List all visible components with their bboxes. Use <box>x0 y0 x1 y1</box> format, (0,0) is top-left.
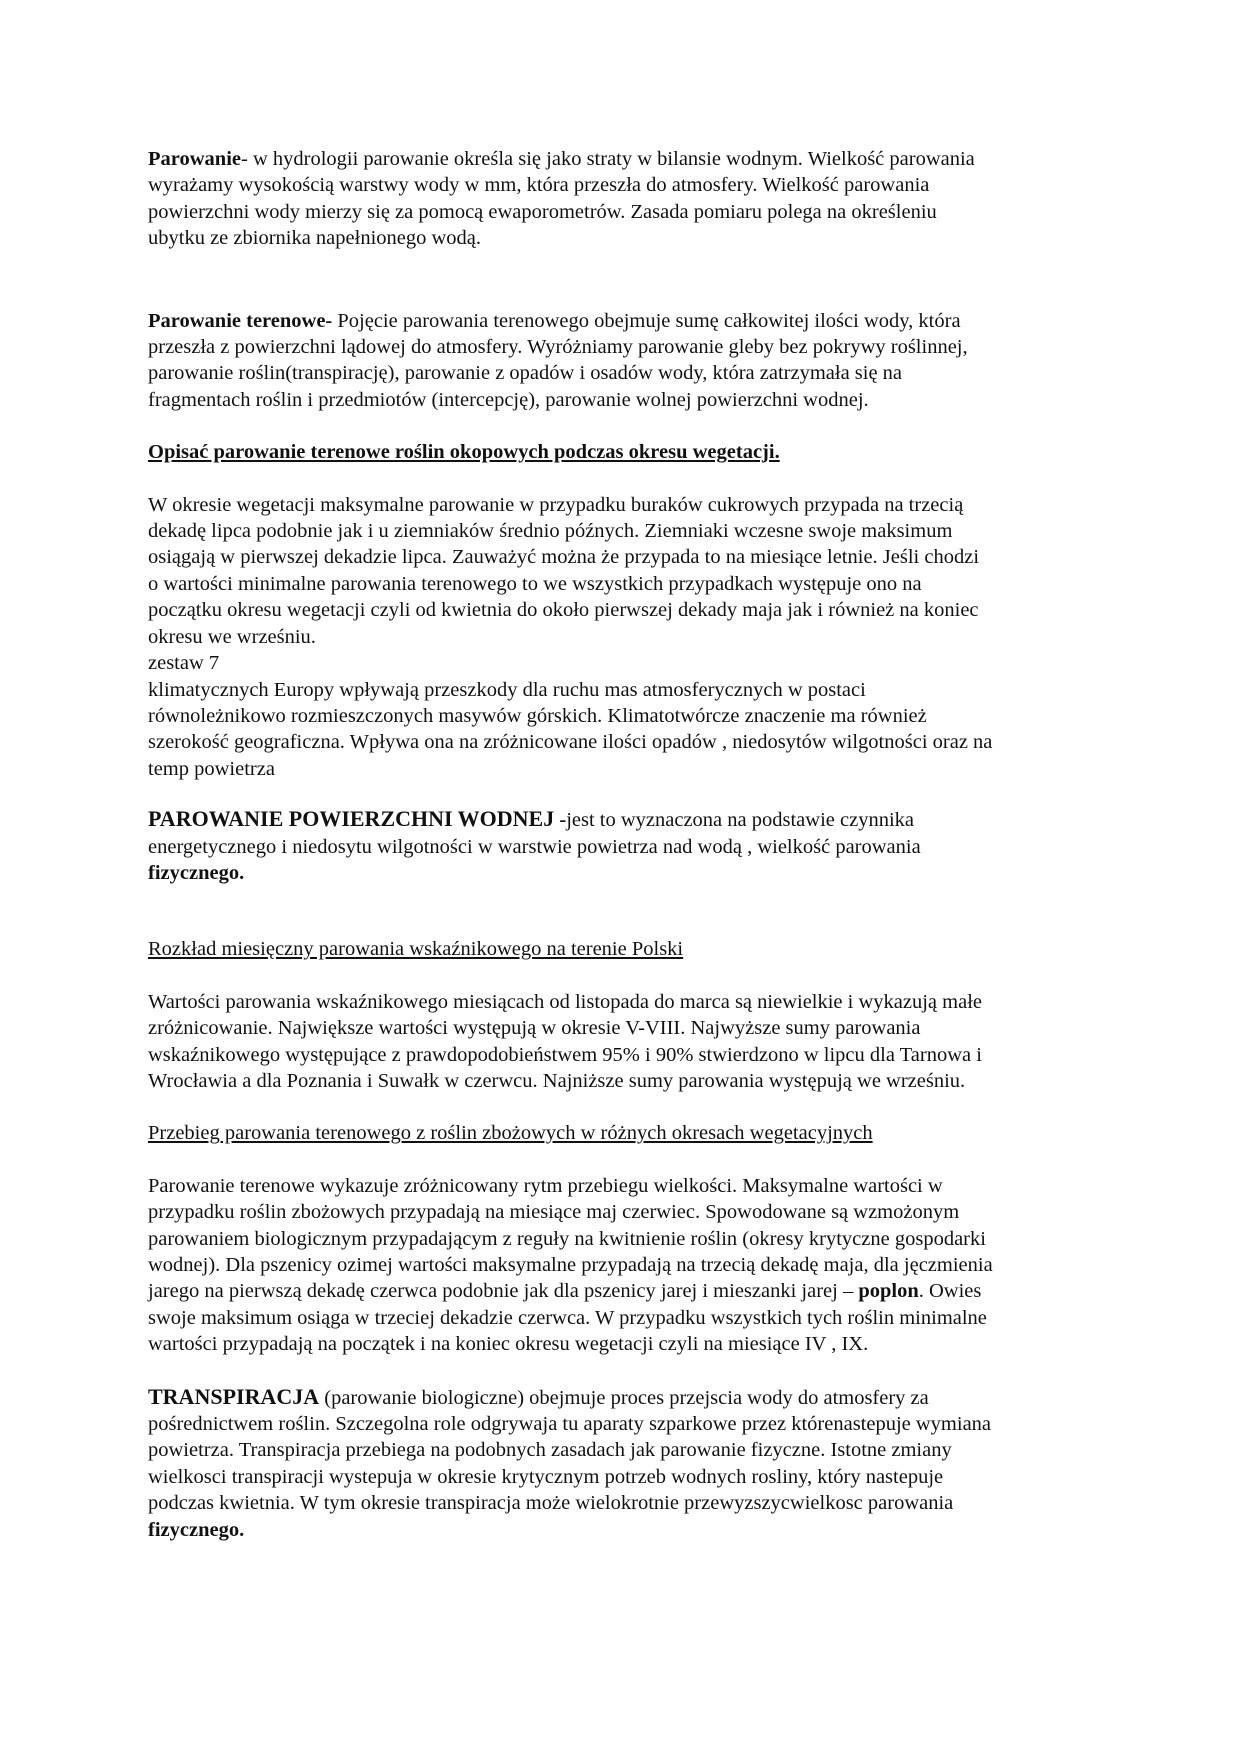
paragraph-parowanie-terenowe <box>148 308 1098 414</box>
text-line: osiągają w pierwszej dekadzie lipca. Zauważyć można że przypada to na miesiące letnie. Jeśli chodzi <box>148 546 980 569</box>
text-line: Parowanie terenowe wykazuje zróżnicowany rytm przebiegu wielkości. Maksymalne wartości w <box>148 1174 943 1197</box>
paragraph-zbozowe <box>148 1173 1098 1358</box>
text-line: przypadku roślin zbożowych przypadają na miesiące maj czerwiec. Spowodowane są wzmożonym <box>148 1201 960 1224</box>
text-line: zestaw 7 <box>148 652 220 675</box>
text-line: W okresie wegetacji maksymalne parowanie w przypadku buraków cukrowych przypada na trzecią <box>148 493 964 516</box>
text-line: pośrednictwem roślin. Szczegolna role odgrywaja tu aparaty szparkowe przez którenastepuje wymiana <box>148 1413 992 1436</box>
text-line: fizycznego. <box>148 1518 245 1541</box>
text-line: parowaniem biologicznym przypadającym z reguły na kwitnienie roślin (okresy krytyczne gospodarki <box>148 1227 986 1250</box>
text-line: jarego na pierwszą dekadę czerwca podobnie jak dla pszenicy jarej i mieszanki jarej – poplon. Owies <box>148 1280 982 1303</box>
text-line: równoleżnikowo rozmieszczonych masywów górskich. Klimatotwórcze znaczenie ma również <box>148 704 927 727</box>
spacer <box>148 466 1098 492</box>
spacer <box>148 782 1098 806</box>
text-line: przeszła z powierzchni lądowej do atmosfery. Wyróżniamy parowanie gleby bez pokrywy roślinnej, <box>148 336 968 359</box>
text-line: początku okresu wegetacji czyli od kwietnia do około pierwszej dekady maja jak i również na koniec <box>148 599 979 622</box>
paragraph-powierzchni-wodnej <box>148 806 1098 886</box>
text-line: powierzchni wody mierzy się za pomocą ewaporometrów. Zasada pomiaru polega na określeniu <box>148 200 937 223</box>
spacer <box>148 886 1098 936</box>
spacer <box>148 1358 1098 1384</box>
text-line: okresu we wrześniu. <box>148 625 316 648</box>
text-line: Parowanie terenowe- Pojęcie parowania terenowego obejmuje sumę całkowitej ilości wody, która <box>148 309 961 332</box>
paragraph-rozklad <box>148 989 1098 1095</box>
text-line: o wartości minimalne parowania terenowego to we wszystkich przypadkach występuje ono na <box>148 572 922 595</box>
text-line: podczas kwietnia. W tym okresie transpiracja może wielokrotnie przewyzszycwielkosc parowania <box>148 1492 954 1515</box>
text-line: TRANSPIRACJA (parowanie biologiczne) obejmuje proces przejscia wody do atmosfery za <box>148 1383 929 1409</box>
term-transpiracja: TRANSPIRACJA <box>148 1383 320 1409</box>
text-line: fragmentach roślin i przedmiotów (intercepcję), parowanie wolnej powierzchni wodnej. <box>148 388 869 411</box>
text-line: wartości przypadają na początek i na koniec okresu wegetacji czyli na miesiące IV , IX. <box>148 1333 869 1356</box>
term-parowanie-powierzchni-wodnej: PAROWANIE POWIERZCHNI WODNEJ <box>148 806 555 832</box>
section-heading-okopowe: Opisać parowanie terenowe roślin okopowych podczas okresu wegetacji. <box>148 441 780 464</box>
paragraph-transpiracja <box>148 1384 1098 1543</box>
spacer <box>148 413 1098 439</box>
paragraph-okopowe <box>148 492 1098 782</box>
document-content <box>148 146 1098 1543</box>
text-line: wyrażamy wysokością warstwy wody w mm, która przeszła do atmosfery. Wielkość parowania <box>148 174 930 197</box>
term-parowanie-terenowe: Parowanie terenowe- <box>148 309 333 332</box>
text-line: fizycznego. <box>148 861 245 884</box>
text-line: PAROWANIE POWIERZCHNI WODNEJ -jest to wyznaczona na podstawie czynnika <box>148 806 914 832</box>
text-line: Parowanie- w hydrologii parowanie określa się jako straty w bilansie wodnym. Wielkość parowania <box>148 148 975 170</box>
text-line: dekadę lipca podobnie jak i u ziemniaków średnio późnych. Ziemniaki wczesne swoje maksimum <box>148 520 953 543</box>
text-line: temp powietrza <box>148 757 275 780</box>
text-line: wodnej). Dla pszenicy ozimej wartości maksymalne przypadają na trzecią dekadę maja, dla jęczmienia <box>148 1254 993 1276</box>
section-heading-zbozowe: Przebieg parowania terenowego z roślin zbożowych w różnych okresach wegetacyjnych <box>148 1122 873 1145</box>
text-line: wskaźnikowego występujące z prawdopodobieństwem 95% i 90% stwierdzono w lipcu dla Tarnowa i <box>148 1043 982 1066</box>
text-line: parowanie roślin(transpirację), parowanie z opadów i osadów wody, która zatrzymała się na <box>148 362 903 385</box>
term-poplon: poplon <box>858 1280 919 1303</box>
section-heading-rozklad: Rozkład miesięczny parowania wskaźnikowego na terenie Polski <box>148 938 684 961</box>
spacer <box>148 1147 1098 1173</box>
text-line: Wartości parowania wskaźnikowego miesiącach od listopada do marca są niewielkie i wykazują małe <box>148 990 982 1013</box>
text-line: swoje maksimum osiąga w trzeciej dekadzie czerwca. W przypadku wszystkich tych roślin minimalne <box>148 1306 987 1329</box>
text-line: powietrza. Transpiracja przebiega na podobnych zasadach jak parowanie fizyczne. Istotne zmiany <box>148 1439 952 1462</box>
text-line: wielkosci transpiracji wystepuja w okresie krytycznym potrzeb wodnych rosliny, który nastepuje <box>148 1465 944 1488</box>
paragraph-parowanie <box>148 146 1098 252</box>
spacer <box>148 252 1098 308</box>
text-line: ubytku ze zbiornika napełnionego wodą. <box>148 227 482 250</box>
text-line: Wrocławia a dla Poznania i Suwałk w czerwcu. Najniższe sumy parowania występują we wrześniu. <box>148 1069 966 1092</box>
text-line: klimatycznych Europy wpływają przeszkody dla ruchu mas atmosferycznych w postaci <box>148 678 866 701</box>
text-line: zróżnicowanie. Największe wartości występują w okresie V-VIII. Najwyższe sumy parowania <box>148 1017 921 1040</box>
spacer <box>148 963 1098 989</box>
text-line: szerokość geograficzna. Wpływa ona na zróżnicowane ilości opadów , niedosytów wilgotności oraz na <box>148 731 993 754</box>
text-line: energetycznego i niedosytu wilgotności w warstwie powietrza nad wodą , wielkość parowania <box>148 835 921 858</box>
term-parowanie: Parowanie <box>148 148 242 170</box>
spacer <box>148 1094 1098 1120</box>
